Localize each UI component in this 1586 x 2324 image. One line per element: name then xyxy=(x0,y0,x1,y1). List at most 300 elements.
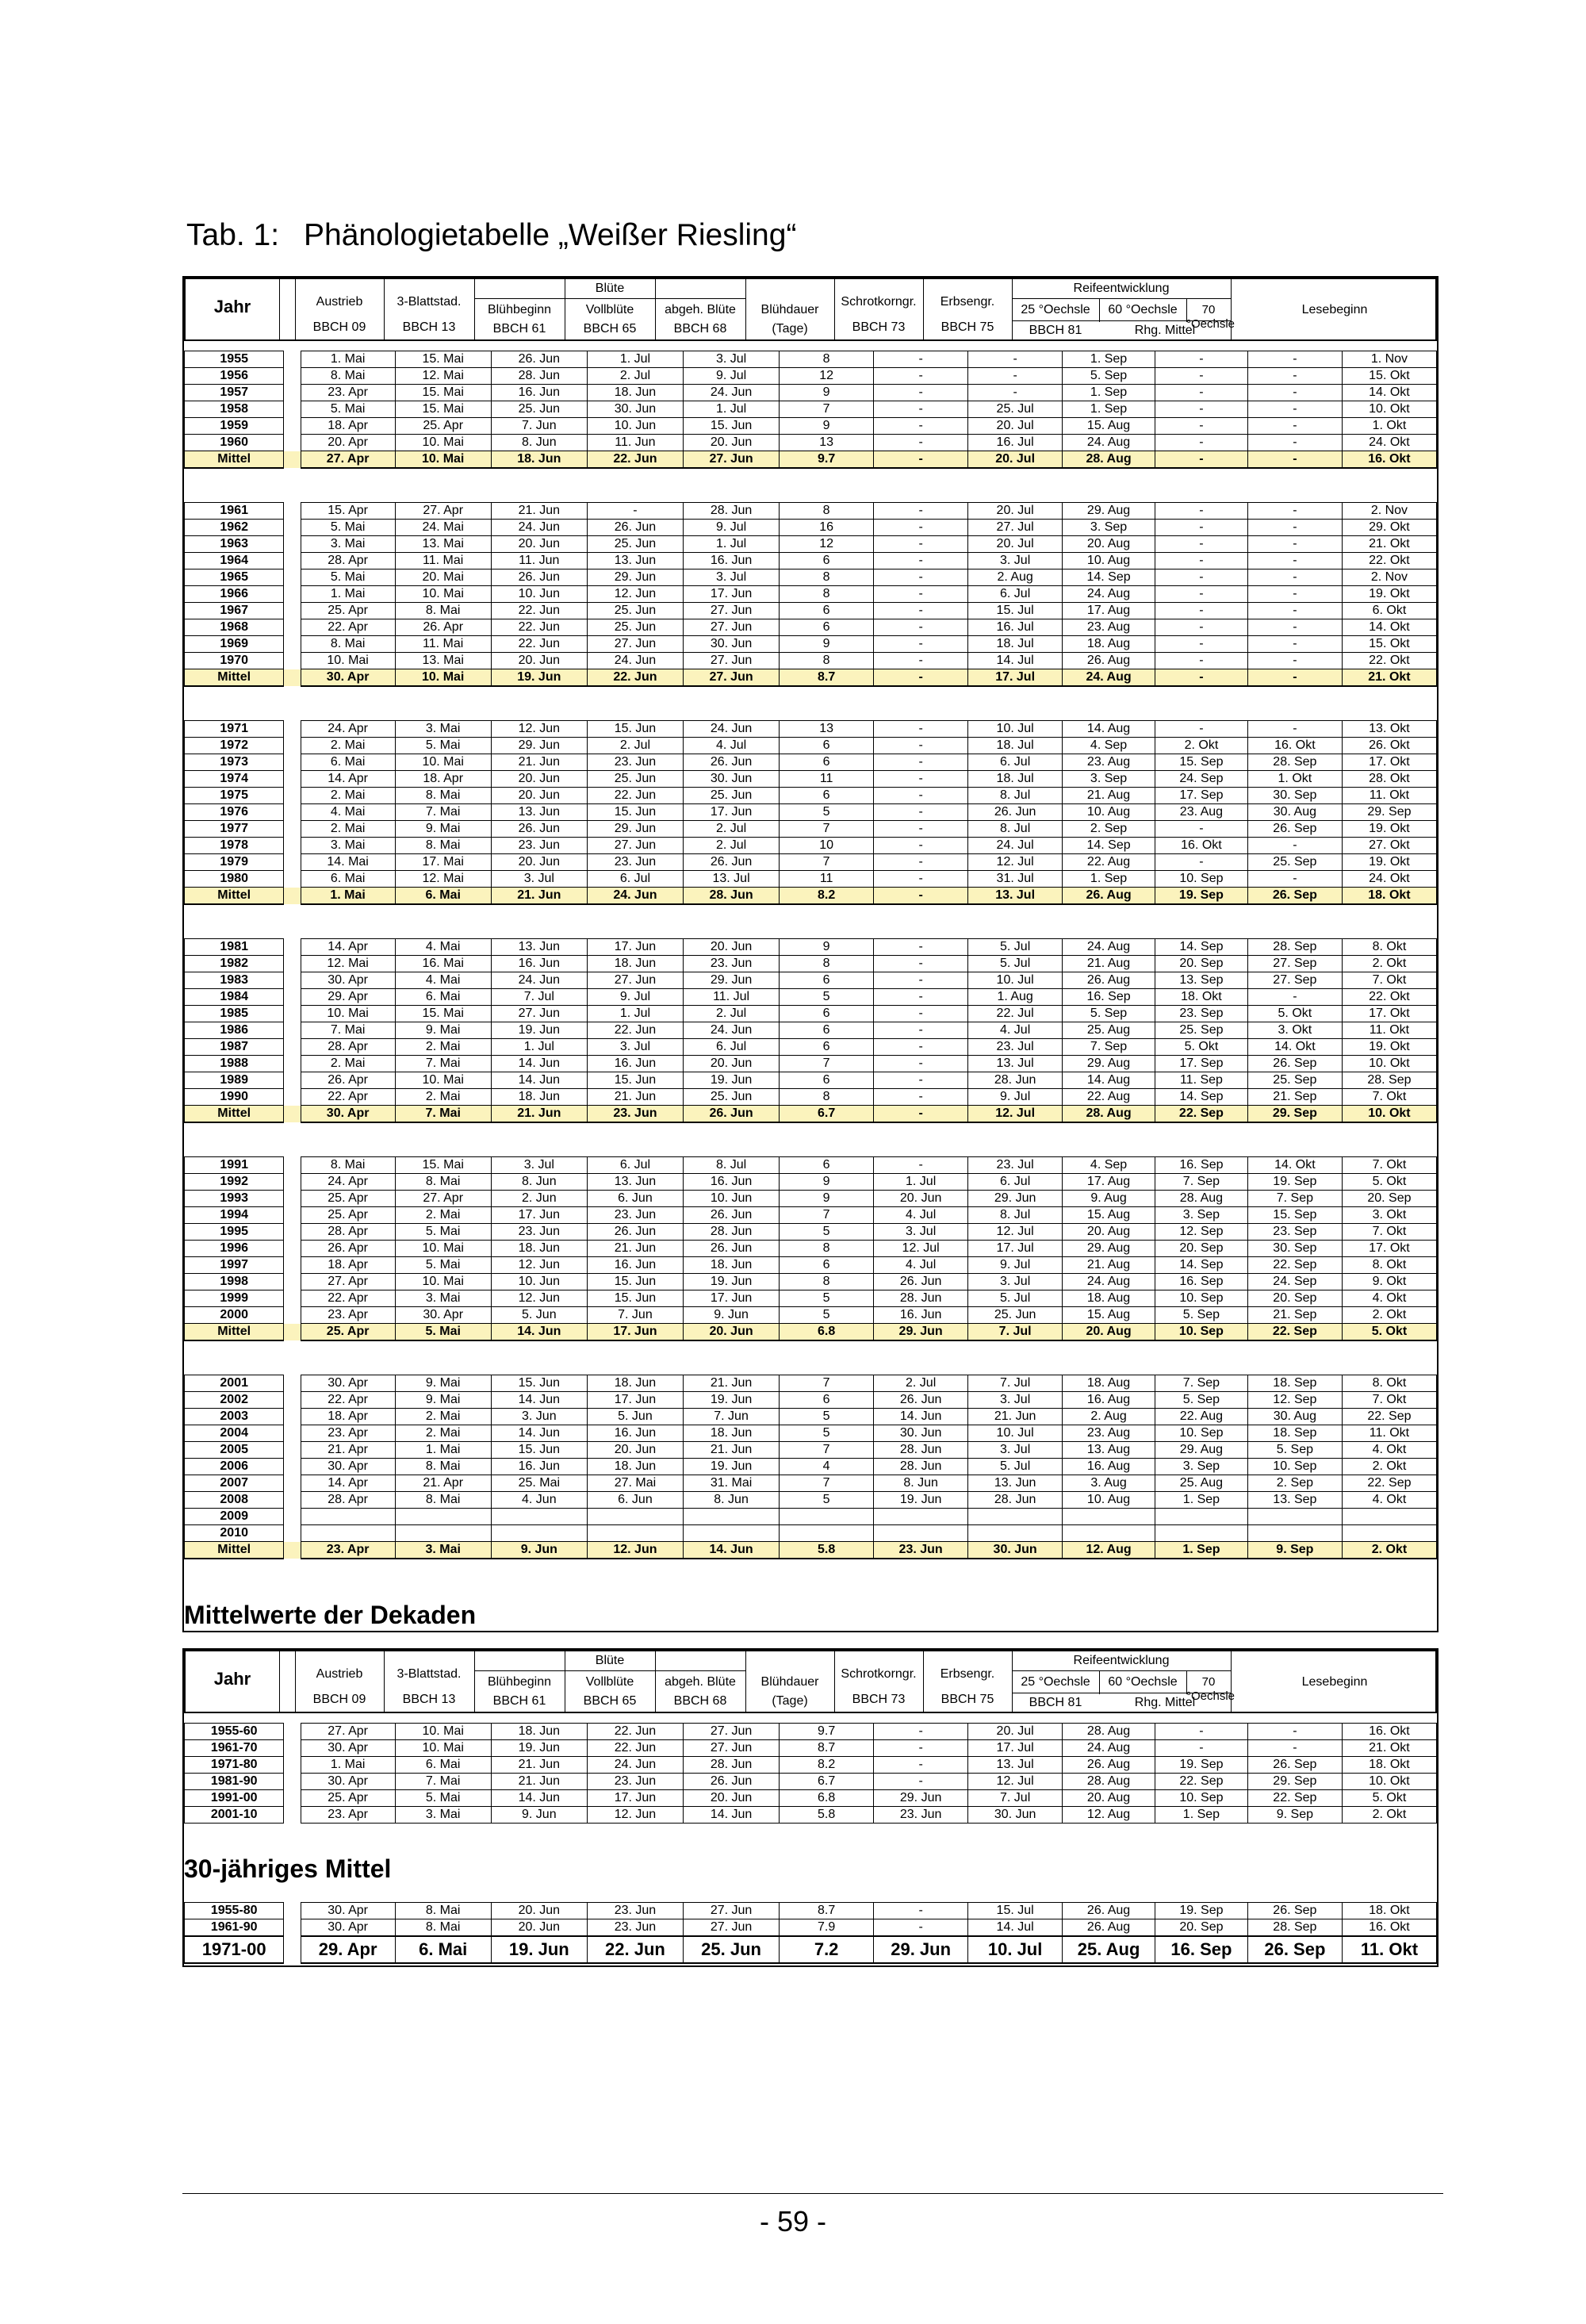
cell: 16. Aug xyxy=(1063,1392,1155,1409)
cell: 5 xyxy=(780,1492,874,1509)
cell: - xyxy=(874,1056,968,1072)
header-bbch65: BBCH 65 xyxy=(583,1694,637,1708)
cell: 12. Jul xyxy=(968,1774,1063,1790)
cell: 6.7 xyxy=(780,1106,874,1123)
header-60-oechsle: 60 °Oechsle xyxy=(1108,1675,1178,1689)
cell: 5 xyxy=(780,989,874,1006)
cell: 7. Mai xyxy=(395,1056,491,1072)
cell: 7. Sep xyxy=(1247,1191,1342,1207)
cell: 6. Jun xyxy=(587,1191,683,1207)
cell: 1. Aug xyxy=(968,989,1063,1006)
cell: 27. Mai xyxy=(587,1475,683,1492)
row-label: 1971 xyxy=(185,721,284,738)
cell: 5. Okt xyxy=(1342,1790,1436,1807)
spacer-cell xyxy=(284,1224,301,1241)
cell: 22. Sep xyxy=(1247,1324,1342,1341)
cell: 26. Jun xyxy=(587,1224,683,1241)
cell: 8 xyxy=(780,351,874,368)
cell: - xyxy=(874,368,968,385)
cell: 1. Okt xyxy=(1342,418,1436,435)
cell: 13. Jul xyxy=(968,1056,1063,1072)
cell: 5. Mai xyxy=(395,1257,491,1274)
cell: 8 xyxy=(780,1089,874,1106)
cell: 6. Jul xyxy=(587,1157,683,1174)
spacer-cell xyxy=(284,956,301,972)
cell: 20. Aug xyxy=(1063,1790,1155,1807)
cell: 6. Okt xyxy=(1342,603,1436,619)
cell: - xyxy=(1247,586,1342,603)
cell: 29. Apr xyxy=(301,1936,395,1963)
cell: 26. Sep xyxy=(1247,1936,1342,1963)
table-row xyxy=(185,435,1437,451)
cell: 10 xyxy=(780,838,874,854)
cell: 7 xyxy=(780,1207,874,1224)
cell: 22. Jun xyxy=(587,788,683,804)
spacer-cell xyxy=(284,1459,301,1475)
cell: 8. Jul xyxy=(968,788,1063,804)
cell: 26. Aug xyxy=(1063,1757,1155,1774)
cell: 5 xyxy=(780,1307,874,1324)
cell: 20. Jun xyxy=(684,1056,780,1072)
decade-table xyxy=(184,502,1437,687)
cell: 30. Jun xyxy=(587,401,683,418)
cell: - xyxy=(874,401,968,418)
spacer-cell xyxy=(284,1509,301,1525)
cell: 2. Jul xyxy=(874,1375,968,1392)
cell: 1. Jul xyxy=(491,1039,587,1056)
cell: 1. Sep xyxy=(1063,401,1155,418)
cell: 9. Jun xyxy=(491,1542,587,1559)
cell: 23. Aug xyxy=(1155,804,1248,821)
cell: 2. Sep xyxy=(1247,1475,1342,1492)
cell: 9 xyxy=(780,1191,874,1207)
cell: - xyxy=(1247,418,1342,435)
cell: 1. Mai xyxy=(301,351,395,368)
cell: 15. Jun xyxy=(491,1442,587,1459)
cell: 10. Mai xyxy=(395,586,491,603)
cell: 21. Jun xyxy=(587,1241,683,1257)
cell: 28. Jun xyxy=(684,888,780,905)
cell: 10. Sep xyxy=(1155,1324,1248,1341)
cell: - xyxy=(874,854,968,871)
cell: 18. Jul xyxy=(968,738,1063,754)
cell: 18. Okt xyxy=(1342,1903,1436,1919)
cell: 21. Jun xyxy=(491,503,587,520)
cell: 20. Jul xyxy=(968,451,1063,469)
cell: 5. Mai xyxy=(301,569,395,586)
cell: 24. Okt xyxy=(1342,871,1436,888)
row-label: 1993 xyxy=(185,1191,284,1207)
cell: 10. Mai xyxy=(395,435,491,451)
cell: 27. Jun xyxy=(587,972,683,989)
cell: 29. Jun xyxy=(874,1936,968,1963)
row-label: 1979 xyxy=(185,854,284,871)
row-label: 1980 xyxy=(185,871,284,888)
cell: 25. Jun xyxy=(587,619,683,636)
cell xyxy=(1155,1525,1248,1542)
cell: 11. Sep xyxy=(1155,1072,1248,1089)
cell: 18. Jun xyxy=(587,385,683,401)
cell: 8. Okt xyxy=(1342,1257,1436,1274)
cell: 1. Sep xyxy=(1155,1807,1248,1824)
cell: 6 xyxy=(780,1039,874,1056)
spacer-cell xyxy=(284,1039,301,1056)
cell: 24. Jun xyxy=(491,972,587,989)
cell: 31. Mai xyxy=(684,1475,780,1492)
table-row xyxy=(185,1290,1437,1307)
cell: 20. Jul xyxy=(968,418,1063,435)
cell: 3. Jul xyxy=(968,1442,1063,1459)
cell: 18. Aug xyxy=(1063,1375,1155,1392)
cell: - xyxy=(1155,435,1248,451)
cell: 17. Jun xyxy=(587,939,683,956)
cell: 3. Mai xyxy=(395,1807,491,1824)
cell: 2. Mai xyxy=(301,1056,395,1072)
cell: 15. Mai xyxy=(395,1157,491,1174)
cell: 13 xyxy=(780,435,874,451)
dekaden-row xyxy=(185,1807,1437,1824)
cell: - xyxy=(874,771,968,788)
cell: 10. Okt xyxy=(1342,1774,1436,1790)
cell: - xyxy=(874,603,968,619)
cell: - xyxy=(874,721,968,738)
cell: - xyxy=(587,503,683,520)
cell: 11. Okt xyxy=(1342,1425,1436,1442)
cell: 22. Aug xyxy=(1063,854,1155,871)
cell: 5. Sep xyxy=(1155,1392,1248,1409)
cell: 12. Jun xyxy=(587,1542,683,1559)
cell: 16. Sep xyxy=(1063,989,1155,1006)
table-row xyxy=(185,1442,1437,1459)
cell: 10. Sep xyxy=(1155,1425,1248,1442)
table-row xyxy=(185,788,1437,804)
cell: 27. Apr xyxy=(301,1724,395,1740)
cell: 10. Mai xyxy=(395,1241,491,1257)
cell: 15. Okt xyxy=(1342,368,1436,385)
cell: - xyxy=(1247,569,1342,586)
cell: 14. Okt xyxy=(1247,1039,1342,1056)
cell: 10. Sep xyxy=(1155,1790,1248,1807)
cell: - xyxy=(968,351,1063,368)
cell: 14. Sep xyxy=(1063,569,1155,586)
cell: 17. Okt xyxy=(1342,1006,1436,1022)
table-row xyxy=(185,1257,1437,1274)
header-lesebeginn: Lesebeginn xyxy=(1301,1675,1368,1689)
table-row xyxy=(185,619,1437,636)
cell: 6 xyxy=(780,788,874,804)
cell: 7 xyxy=(780,401,874,418)
cell: 3. Sep xyxy=(1063,520,1155,536)
row-label: 1965 xyxy=(185,569,284,586)
cell: 6.8 xyxy=(780,1324,874,1341)
cell: 13. Mai xyxy=(395,653,491,669)
cell: 18. Apr xyxy=(301,418,395,435)
row-label: 1967 xyxy=(185,603,284,619)
cell: 2. Mai xyxy=(301,821,395,838)
cell: 2. Jun xyxy=(491,1191,587,1207)
cell: 12. Mai xyxy=(395,871,491,888)
cell: 16. Jun xyxy=(587,1056,683,1072)
cell: 1. Jul xyxy=(587,1006,683,1022)
row-label: 1959 xyxy=(185,418,284,435)
cell: 1. Sep xyxy=(1063,871,1155,888)
cell: 3. Okt xyxy=(1247,1022,1342,1039)
table-row xyxy=(185,368,1437,385)
cell: 3. Sep xyxy=(1063,771,1155,788)
cell: 21. Okt xyxy=(1342,669,1436,687)
table-row xyxy=(185,939,1437,956)
spacer-cell xyxy=(284,1724,301,1740)
cell: 25. Apr xyxy=(301,1790,395,1807)
cell: 1. Sep xyxy=(1155,1542,1248,1559)
cell: 21. Okt xyxy=(1342,1740,1436,1757)
cell: 23. Jun xyxy=(587,1106,683,1123)
cell: 16. Sep xyxy=(1155,1157,1248,1174)
row-label: 1971-00 xyxy=(185,1936,284,1963)
cell xyxy=(301,1525,395,1542)
spacer-cell xyxy=(284,838,301,854)
table-row xyxy=(185,503,1437,520)
cell: 24. Mai xyxy=(395,520,491,536)
cell: 19. Okt xyxy=(1342,586,1436,603)
cell: 3. Jul xyxy=(968,1274,1063,1290)
cell: 5. Mai xyxy=(301,401,395,418)
cell: 1. Jul xyxy=(684,536,780,553)
cell: 22. Apr xyxy=(301,1392,395,1409)
cell: 28. Apr xyxy=(301,553,395,569)
cell: 15. Mai xyxy=(395,385,491,401)
cell: - xyxy=(874,871,968,888)
cell: 17. Jul xyxy=(968,1740,1063,1757)
row-label: 1985 xyxy=(185,1006,284,1022)
cell: 28. Sep xyxy=(1342,1072,1436,1089)
cell: 3. Mai xyxy=(395,721,491,738)
header-bbch61: BBCH 61 xyxy=(492,1694,546,1708)
cell: - xyxy=(874,1006,968,1022)
cell: 4. Okt xyxy=(1342,1492,1436,1509)
dekaden-heading: Mittelwerte der Dekaden xyxy=(184,1601,477,1629)
header-blattstad: 3-Blattstad. xyxy=(396,295,462,309)
cell: 30. Apr xyxy=(301,1774,395,1790)
cell: 13. Jun xyxy=(587,553,683,569)
cell: 5 xyxy=(780,1409,874,1425)
spacer-cell xyxy=(284,1307,301,1324)
cell: 10. Sep xyxy=(1247,1459,1342,1475)
cell: 29. Aug xyxy=(1063,1241,1155,1257)
cell: 23. Jun xyxy=(874,1542,968,1559)
cell: 28. Okt xyxy=(1342,771,1436,788)
cell: 15. Mai xyxy=(395,401,491,418)
cell: - xyxy=(1155,351,1248,368)
cell: 15. Okt xyxy=(1342,636,1436,653)
cell: 2. Mai xyxy=(301,788,395,804)
row-label: 2002 xyxy=(185,1392,284,1409)
cell: 16. Jul xyxy=(968,435,1063,451)
cell: 2. Nov xyxy=(1342,503,1436,520)
cell: 9 xyxy=(780,939,874,956)
cell: 22. Sep xyxy=(1247,1790,1342,1807)
cell: 13. Jun xyxy=(968,1475,1063,1492)
cell: 20. Jun xyxy=(684,1324,780,1341)
row-label: 1988 xyxy=(185,1056,284,1072)
cell: 14. Aug xyxy=(1063,1072,1155,1089)
cell: 25. Aug xyxy=(1155,1475,1248,1492)
cell: 17. Jun xyxy=(587,1790,683,1807)
table-row xyxy=(185,385,1437,401)
cell: 22. Apr xyxy=(301,619,395,636)
cell: 25. Jun xyxy=(587,771,683,788)
cell: 7. Jun xyxy=(684,1409,780,1425)
spacer-cell xyxy=(284,1072,301,1089)
cell: 25. Jun xyxy=(684,788,780,804)
cell: 6. Mai xyxy=(395,1757,491,1774)
cell: 10. Okt xyxy=(1342,401,1436,418)
cell: 9. Jul xyxy=(968,1257,1063,1274)
cell: - xyxy=(1247,503,1342,520)
row-label: Mittel xyxy=(185,1106,284,1123)
cell: 16. Jun xyxy=(874,1307,968,1324)
cell: 18. Apr xyxy=(395,771,491,788)
header-tage: (Tage) xyxy=(772,322,808,336)
cell xyxy=(491,1525,587,1542)
cell: 8 xyxy=(780,503,874,520)
cell: 9. Mai xyxy=(395,821,491,838)
cell: 23. Jun xyxy=(587,854,683,871)
cell: 30. Apr xyxy=(301,669,395,687)
header-vollbluete: Vollblüte xyxy=(585,1675,634,1689)
cell: - xyxy=(874,586,968,603)
spacer-cell xyxy=(284,1903,301,1919)
cell xyxy=(684,1525,780,1542)
cell: 8. Okt xyxy=(1342,939,1436,956)
cell: 20. Sep xyxy=(1155,956,1248,972)
cell: 18. Jun xyxy=(684,1257,780,1274)
cell: 18. Aug xyxy=(1063,636,1155,653)
cell: - xyxy=(1155,569,1248,586)
cell: 23. Jul xyxy=(968,1039,1063,1056)
cell: 3. Sep xyxy=(1155,1459,1248,1475)
cell: 10. Aug xyxy=(1063,804,1155,821)
row-label: 1974 xyxy=(185,771,284,788)
cell: 31. Jul xyxy=(968,871,1063,888)
row-label: 2000 xyxy=(185,1307,284,1324)
cell: 5. Mai xyxy=(395,1324,491,1341)
cell: - xyxy=(874,435,968,451)
cell: 26. Sep xyxy=(1247,821,1342,838)
cell: 14. Mai xyxy=(301,854,395,871)
cell: 13. Aug xyxy=(1063,1442,1155,1459)
cell: 15. Jul xyxy=(968,1903,1063,1919)
cell: 12. Jul xyxy=(968,854,1063,871)
cell: 26. Jun xyxy=(968,804,1063,821)
cell: 1. Okt xyxy=(1247,771,1342,788)
spacer-cell xyxy=(284,619,301,636)
cell: 8. Jun xyxy=(491,435,587,451)
cell: 5. Jul xyxy=(968,956,1063,972)
cell: 10. Aug xyxy=(1063,553,1155,569)
cell: - xyxy=(874,1106,968,1123)
row-label: 1968 xyxy=(185,619,284,636)
cell: 5. Sep xyxy=(1063,1006,1155,1022)
cell: - xyxy=(1247,1740,1342,1757)
row-label: 1972 xyxy=(185,738,284,754)
cell: 16. Sep xyxy=(1155,1274,1248,1290)
spacer-cell xyxy=(284,871,301,888)
cell: 30. Apr xyxy=(301,972,395,989)
cell: 14. Apr xyxy=(301,771,395,788)
cell: - xyxy=(1155,451,1248,469)
row-label: 1973 xyxy=(185,754,284,771)
cell: 5. Mai xyxy=(301,520,395,536)
cell: 22. Jun xyxy=(587,451,683,469)
cell: 9. Sep xyxy=(1247,1542,1342,1559)
cell: 27. Okt xyxy=(1342,838,1436,854)
cell: 16. Mai xyxy=(395,956,491,972)
cell: 26. Sep xyxy=(1247,1757,1342,1774)
cell: 16. Jun xyxy=(587,1257,683,1274)
cell: - xyxy=(1155,503,1248,520)
cell: 12. Mai xyxy=(301,956,395,972)
cell: 26. Jun xyxy=(587,520,683,536)
cell: 23. Jun xyxy=(587,1903,683,1919)
cell: 7. Jun xyxy=(491,418,587,435)
cell: 7. Sep xyxy=(1155,1174,1248,1191)
cell: 9. Jun xyxy=(684,1307,780,1324)
cell: 28. Apr xyxy=(301,1039,395,1056)
cell: 16. Jun xyxy=(491,385,587,401)
header-austrieb: Austrieb xyxy=(316,295,363,309)
cell: 16. Jun xyxy=(684,1174,780,1191)
mittel-row xyxy=(185,888,1437,905)
header-bluehbeginn: Blühbeginn xyxy=(487,303,552,316)
cell: 4. Jul xyxy=(968,1022,1063,1039)
cell: 13. Jun xyxy=(491,804,587,821)
cell: 23. Sep xyxy=(1247,1224,1342,1241)
row-label: 1986 xyxy=(185,1022,284,1039)
row-label: 1958 xyxy=(185,401,284,418)
cell: 26. Aug xyxy=(1063,1919,1155,1937)
cell: 24. Apr xyxy=(301,721,395,738)
cell: 21. Jun xyxy=(684,1442,780,1459)
spacer-cell xyxy=(284,1106,301,1123)
header-60-oechsle: 60 °Oechsle xyxy=(1108,303,1178,316)
cell: 7. Jul xyxy=(968,1324,1063,1341)
cell: 12 xyxy=(780,368,874,385)
cell: 2. Okt xyxy=(1342,1542,1436,1559)
cell: 19. Jun xyxy=(491,1022,587,1039)
cell: - xyxy=(874,619,968,636)
cell: 8. Mai xyxy=(395,1459,491,1475)
cell: 20. Apr xyxy=(301,435,395,451)
cell: 7. Okt xyxy=(1342,1392,1436,1409)
table-row xyxy=(185,1409,1437,1425)
cell: 8. Mai xyxy=(395,1174,491,1191)
cell: 28. Apr xyxy=(301,1224,395,1241)
cell: 8. Jul xyxy=(684,1157,780,1174)
spacer-cell xyxy=(284,1790,301,1807)
cell: 27. Apr xyxy=(395,503,491,520)
spacer-cell xyxy=(284,888,301,905)
cell: 22. Aug xyxy=(1063,1089,1155,1106)
cell: 19. Jun xyxy=(684,1072,780,1089)
cell: 15. Jun xyxy=(587,721,683,738)
cell: 7. Mai xyxy=(395,1106,491,1123)
header-abgeh-bluete: abgeh. Blüte xyxy=(665,1675,736,1689)
cell: 27. Jun xyxy=(684,669,780,687)
header-bbch09: BBCH 09 xyxy=(312,320,366,334)
cell: 8. Mai xyxy=(301,636,395,653)
cell: 23. Jun xyxy=(491,838,587,854)
